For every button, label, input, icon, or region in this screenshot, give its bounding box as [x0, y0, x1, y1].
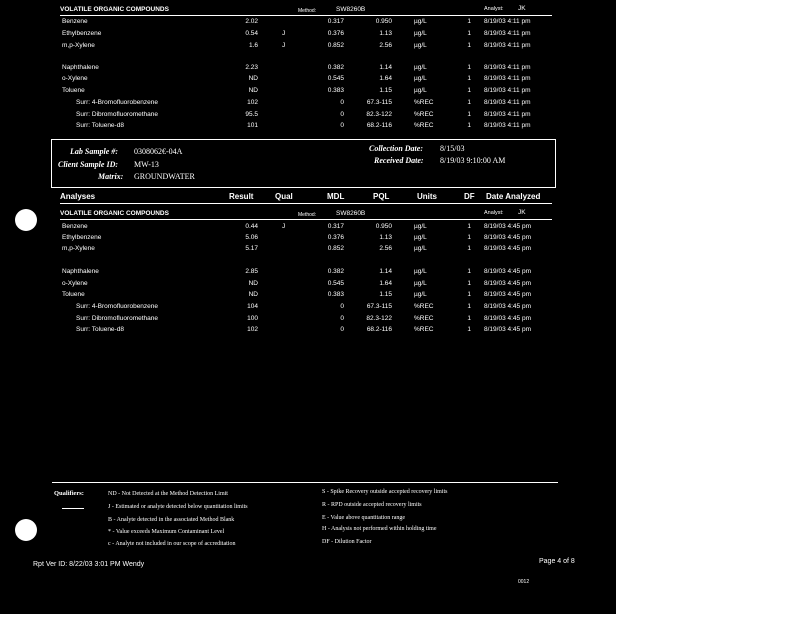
col-analyses: Analyses [60, 192, 96, 201]
dilution-factor: 1 [467, 326, 471, 333]
page-code: 0012 [518, 579, 530, 585]
analyte-row [0, 29, 616, 39]
analyte-name: Naphthalene [62, 268, 99, 275]
pql-value: 1.13 [379, 234, 392, 241]
surrogate-row [0, 314, 616, 324]
result-value: ND [248, 291, 258, 298]
qualifier-definition: ND - Not Detected at the Method Detection Limit [108, 491, 228, 497]
pql-value: 0.950 [375, 18, 392, 25]
date-analyzed: 8/19/03 4:11 pm [484, 30, 531, 37]
page-number: Page 4 of 8 [539, 558, 575, 565]
analyte-name: Surr: Toluene-d8 [76, 326, 124, 333]
units-value: µg/L [414, 291, 427, 298]
pql-value: 0.950 [375, 223, 392, 230]
result-value: ND [248, 87, 258, 94]
date-analyzed: 8/19/03 4:11 pm [484, 64, 531, 71]
date-analyzed: 8/19/03 4:11 pm [484, 18, 531, 25]
col-result: Result [229, 192, 254, 201]
result-value: ND [248, 280, 258, 287]
date-analyzed: 8/19/03 4:11 pm [484, 122, 531, 129]
mdl-value: 0.382 [327, 64, 344, 71]
analyte-name: Benzene [62, 18, 88, 25]
result-value: 2.85 [245, 268, 258, 275]
method-value: SW8260B [336, 210, 366, 217]
qualifiers-rule [52, 482, 558, 483]
method-value: SW8260B [336, 6, 366, 13]
method-label: Method: [298, 212, 317, 218]
col-units: Units [417, 192, 437, 201]
analyte-row [0, 279, 616, 289]
date-analyzed: 8/19/03 4:45 pm [484, 223, 531, 230]
lab-sample-value: 0308062€-04A [134, 147, 183, 156]
qualifier-definition: J - Estimated or analyte detected below quantitation limits [108, 504, 248, 510]
pql-value: 1.64 [379, 280, 392, 287]
result-value: 0.44 [245, 223, 258, 230]
analyte-name: o-Xylene [62, 75, 88, 82]
dilution-factor: 1 [467, 223, 471, 230]
dilution-factor: 1 [467, 268, 471, 275]
column-header-row [0, 192, 616, 202]
result-value: 102 [247, 99, 258, 106]
analyst-label: Analyst: [484, 210, 504, 216]
analyte-row [0, 17, 616, 27]
analyte-name: m,p-Xylene [62, 42, 95, 49]
analyte-row [0, 233, 616, 243]
pql-value: 82.3-122 [366, 315, 392, 322]
analyte-name: Surr: Toluene-d8 [76, 122, 124, 129]
date-analyzed: 8/19/03 4:45 pm [484, 291, 531, 298]
pql-value: 1.15 [379, 291, 392, 298]
analyte-name: Surr: 4-Bromofluorobenzene [76, 99, 159, 106]
qualifier-flag: J [282, 42, 286, 49]
units-value: %REC [414, 315, 434, 322]
units-value: µg/L [414, 75, 427, 82]
dilution-factor: 1 [467, 234, 471, 241]
result-value: 0.54 [245, 30, 258, 37]
units-value: %REC [414, 111, 434, 118]
analyte-name: Surr: Dibromofluoromethane [76, 111, 159, 118]
surrogate-row [0, 325, 616, 335]
mdl-value: 0.545 [327, 280, 344, 287]
date-analyzed: 8/19/03 4:45 pm [484, 326, 531, 333]
dilution-factor: 1 [467, 99, 471, 106]
matrix-label: Matrix: [98, 172, 124, 181]
pql-value: 1.13 [379, 30, 392, 37]
analyte-name: m,p-Xylene [62, 245, 95, 252]
dilution-factor: 1 [467, 30, 471, 37]
analyte-row [0, 74, 616, 84]
dilution-factor: 1 [467, 280, 471, 287]
pql-value: 68.2-116 [366, 122, 392, 129]
units-value: %REC [414, 326, 434, 333]
mdl-value: 0.852 [327, 42, 344, 49]
section-title-rule [60, 219, 552, 220]
mdl-value: 0 [340, 326, 344, 333]
qualifier-definition: B - Analyte detected in the associated Method Blank [108, 517, 235, 523]
matrix-value: GROUNDWATER [134, 172, 195, 181]
received-date-value: 8/19/03 9:10:00 AM [440, 156, 506, 165]
mdl-value: 0.376 [327, 234, 344, 241]
analyte-row [0, 267, 616, 277]
surrogate-row [0, 98, 616, 108]
mdl-value: 0.852 [327, 245, 344, 252]
pql-value: 1.14 [379, 268, 392, 275]
date-analyzed: 8/19/03 4:45 pm [484, 234, 531, 241]
date-analyzed: 8/19/03 4:45 pm [484, 303, 531, 310]
result-value: 1.6 [248, 42, 258, 49]
units-value: %REC [414, 99, 434, 106]
pql-value: 2.56 [379, 245, 392, 252]
date-analyzed: 8/19/03 4:11 pm [484, 99, 531, 106]
mdl-value: 0.382 [327, 268, 344, 275]
units-value: µg/L [414, 64, 427, 71]
analyte-row [0, 222, 616, 232]
surrogate-row [0, 121, 616, 131]
dilution-factor: 1 [467, 303, 471, 310]
analyte-name: Toluene [62, 87, 85, 94]
col-pql: PQL [373, 192, 390, 201]
units-value: µg/L [414, 268, 427, 275]
dilution-factor: 1 [467, 87, 471, 94]
analyte-name: Naphthalene [62, 64, 99, 71]
analyte-name: o-Xylene [62, 280, 88, 287]
units-value: µg/L [414, 42, 427, 49]
result-value: 101 [247, 122, 258, 129]
binder-hole-bottom [15, 519, 37, 541]
qualifiers-label-underline [62, 508, 84, 509]
collection-date-label: Collection Date: [369, 144, 423, 153]
qualifier-definition: * - Value exceeds Maximum Contaminant Level [108, 529, 225, 535]
analyte-name: Benzene [62, 223, 88, 230]
date-analyzed: 8/19/03 4:11 pm [484, 111, 531, 118]
qualifier-definition: R - RPD outside accepted recovery limits [322, 502, 422, 508]
units-value: %REC [414, 303, 434, 310]
pql-value: 82.3-122 [366, 111, 392, 118]
result-value: 102 [247, 326, 258, 333]
report-version-id: Rpt Ver ID: 8/22/03 3:01 PM Wendy [33, 561, 145, 568]
section-title-rule [60, 15, 552, 16]
units-value: µg/L [414, 245, 427, 252]
qualifier-definition: S - Spike Recovery outside accepted recovery limits [322, 489, 448, 495]
result-value: 2.02 [245, 18, 258, 25]
analyte-row [0, 86, 616, 96]
mdl-value: 0.545 [327, 75, 344, 82]
pql-value: 2.56 [379, 42, 392, 49]
qualifier-flag: J [282, 30, 286, 37]
dilution-factor: 1 [467, 75, 471, 82]
mdl-value: 0 [340, 99, 344, 106]
units-value: µg/L [414, 87, 427, 94]
pql-value: 67.3-115 [366, 99, 392, 106]
dilution-factor: 1 [467, 315, 471, 322]
dilution-factor: 1 [467, 111, 471, 118]
sample-box-left [51, 139, 52, 188]
analyte-row [0, 41, 616, 51]
surrogate-row [0, 302, 616, 312]
surrogate-row [0, 110, 616, 120]
date-analyzed: 8/19/03 4:11 pm [484, 75, 531, 82]
received-date-label: Received Date: [374, 156, 424, 165]
units-value: µg/L [414, 223, 427, 230]
date-analyzed: 8/19/03 4:11 pm [484, 87, 531, 94]
analyte-name: Ethylbenzene [62, 30, 102, 37]
analyst-value: JK [518, 209, 526, 216]
mdl-value: 0.383 [327, 87, 344, 94]
analyst-value: JK [518, 5, 526, 12]
mdl-value: 0.317 [327, 223, 344, 230]
dilution-factor: 1 [467, 64, 471, 71]
lab-sample-label: Lab Sample #: [70, 147, 118, 156]
result-value: 104 [247, 303, 258, 310]
qualifier-flag: J [282, 223, 286, 230]
date-analyzed: 8/19/03 4:45 pm [484, 245, 531, 252]
dilution-factor: 1 [467, 122, 471, 129]
pql-value: 1.64 [379, 75, 392, 82]
client-sample-id-label: Client Sample ID: [58, 160, 119, 169]
result-value: 95.5 [245, 111, 258, 118]
result-value: ND [248, 75, 258, 82]
qualifier-definition: E - Value above quantitation range [322, 515, 406, 521]
col-mdl: MDL [327, 192, 345, 201]
analyte-name: Ethylbenzene [62, 234, 102, 241]
date-analyzed: 8/19/03 4:11 pm [484, 42, 531, 49]
method-label: Method: [298, 8, 317, 14]
mdl-value: 0.317 [327, 18, 344, 25]
units-value: µg/L [414, 280, 427, 287]
units-value: µg/L [414, 234, 427, 241]
units-value: %REC [414, 122, 434, 129]
dilution-factor: 1 [467, 245, 471, 252]
col-date-analyzed: Date Analyzed [486, 192, 541, 201]
dilution-factor: 1 [467, 42, 471, 49]
dilution-factor: 1 [467, 291, 471, 298]
analyte-name: Toluene [62, 291, 85, 298]
analyst-label: Analyst: [484, 6, 504, 12]
units-value: µg/L [414, 30, 427, 37]
pql-value: 68.2-116 [366, 326, 392, 333]
client-sample-id-value: MW-13 [134, 160, 159, 169]
date-analyzed: 8/19/03 4:45 pm [484, 315, 531, 322]
result-value: 5.06 [245, 234, 258, 241]
sample-box-right [555, 139, 556, 188]
section-title: VOLATILE ORGANIC COMPOUNDS [60, 6, 169, 13]
dilution-factor: 1 [467, 18, 471, 25]
collection-date-value: 8/15/03 [440, 144, 465, 153]
analyte-row [0, 63, 616, 73]
col-qual: Qual [275, 192, 293, 201]
mdl-value: 0 [340, 111, 344, 118]
result-value: 2.23 [245, 64, 258, 71]
result-value: 100 [247, 315, 258, 322]
analyte-name: Surr: Dibromofluoromethane [76, 315, 159, 322]
section-title: VOLATILE ORGANIC COMPOUNDS [60, 210, 169, 217]
qualifiers-label: Qualifiers: [54, 490, 84, 497]
analyte-row [0, 290, 616, 300]
sample-box-top [51, 139, 556, 140]
pql-value: 1.15 [379, 87, 392, 94]
column-header-rule [60, 203, 552, 204]
result-value: 5.17 [245, 245, 258, 252]
sample-box-bottom [51, 187, 556, 188]
mdl-value: 0 [340, 122, 344, 129]
mdl-value: 0 [340, 315, 344, 322]
mdl-value: 0.376 [327, 30, 344, 37]
pql-value: 67.3-115 [366, 303, 392, 310]
mdl-value: 0 [340, 303, 344, 310]
qualifier-definition: DF - Dilution Factor [322, 539, 372, 545]
analyte-row [0, 244, 616, 254]
col-df: DF [464, 192, 475, 201]
analyte-name: Surr: 4-Bromofluorobenzene [76, 303, 159, 310]
qualifier-definition: c - Analyte not included in our scope of accreditation [108, 541, 236, 547]
units-value: µg/L [414, 18, 427, 25]
qualifier-definition: H - Analysis not performed within holding time [322, 526, 437, 532]
mdl-value: 0.383 [327, 291, 344, 298]
date-analyzed: 8/19/03 4:45 pm [484, 280, 531, 287]
pql-value: 1.14 [379, 64, 392, 71]
date-analyzed: 8/19/03 4:45 pm [484, 268, 531, 275]
